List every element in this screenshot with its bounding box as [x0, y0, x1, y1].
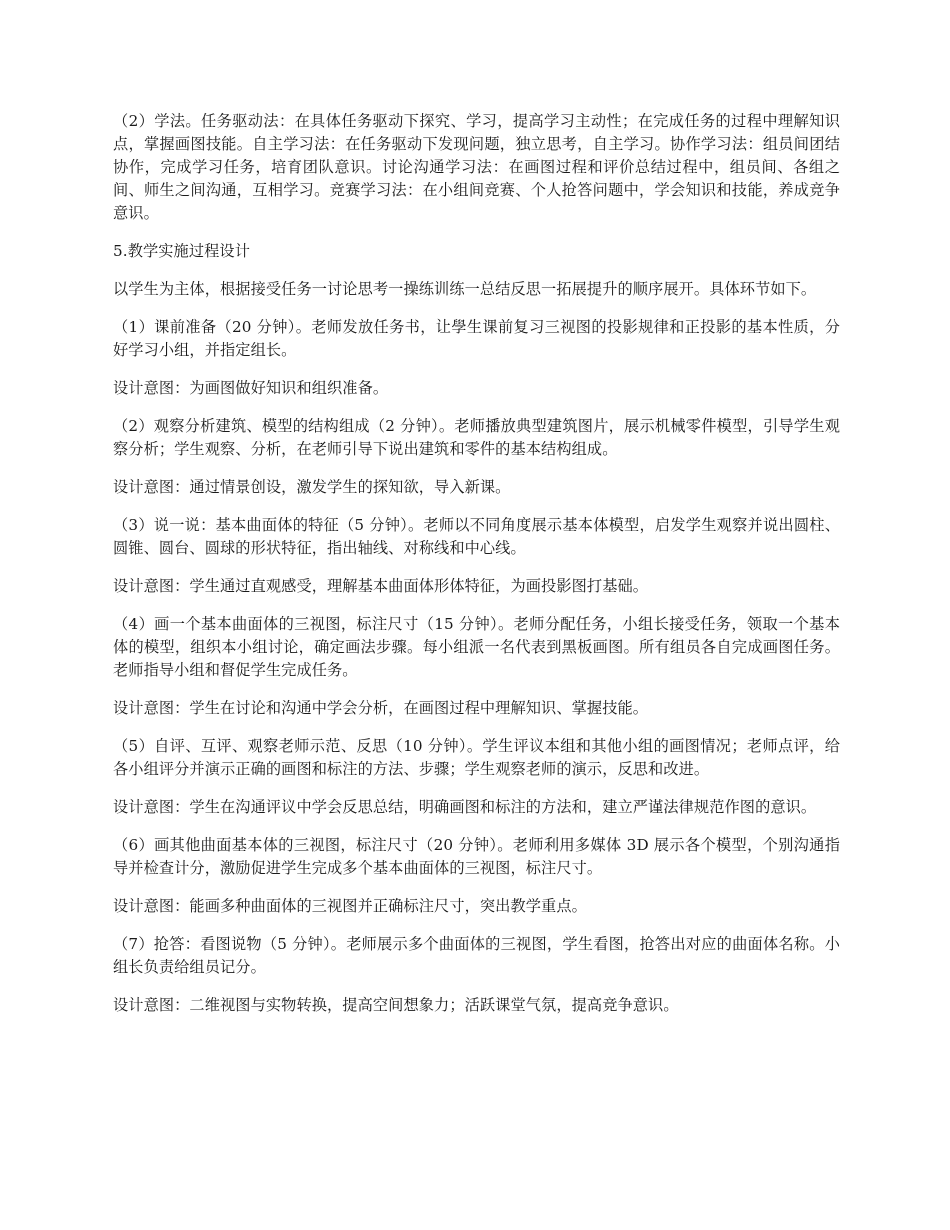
paragraph-step-7: （7）抢答：看图说物（5 分钟）。老师展示多个曲面体的三视图，学生看图，抢答出对应的曲面体名称。小组长负责给组员记分。 — [113, 935, 840, 976]
paragraph-step-3: （3）说一说：基本曲面体的特征（5 分钟）。老师以不同角度展示基本体模型，启发学生观察并说出圆柱、圆锥、圆台、圆球的形状特征，指出轴线、对称线和中心线。 — [113, 516, 840, 557]
paragraph-intent-3: 设计意图：学生通过直观感受，理解基本曲面体形体特征，为画投影图打基础。 — [113, 577, 649, 595]
paragraph-intent-6: 设计意图：能画多种曲面体的三视图并正确标注尺寸，突出教学重点。 — [113, 897, 587, 915]
paragraph-intent-2: 设计意图：通过情景创设，激发学生的探知欲，导入新课。 — [113, 478, 511, 496]
section-heading-teaching-process: 5.教学实施过程设计 — [113, 242, 250, 260]
paragraph-intent-7: 设计意图：二维视图与实物转换，提高空间想象力；活跃课堂气氛，提高竞争意识。 — [113, 996, 679, 1014]
document-body — [113, 110, 840, 1032]
paragraph-intent-5: 设计意图：学生在沟通评议中学会反思总结，明确画图和标注的方法和，建立严谨法律规范作图的意识。 — [113, 798, 817, 816]
paragraph-step-2: （2）观察分析建筑、模型的结构组成（2 分钟）。老师播放典型建筑图片，展示机械零件模型，引导学生观察分析；学生观察、分析，在老师引导下说出建筑和零件的基本结构组成。 — [113, 417, 840, 458]
paragraph-step-6: （6）画其他曲面基本体的三视图，标注尺寸（20 分钟）。老师利用多媒体 3D 展示各个模型，个别沟通指导并检查计分，激励促进学生完成多个基本曲面体的三视图，标注尺寸。 — [113, 836, 840, 877]
paragraph-step-4: （4）画一个基本曲面体的三视图，标注尺寸（15 分钟）。老师分配任务，小组长接受任务，领取一个基本体的模型，组织本小组讨论，确定画法步骤。每小组派一名代表到黑板画图。所有组员各自完成画图任务。老师指导小组和督促学生完成任务。 — [113, 615, 840, 679]
paragraph-intent-1: 设计意图：为画图做好知识和组织准备。 — [113, 379, 389, 397]
paragraph-process-intro: 以学生为主体，根据接受任务一讨论思考一操练训练一总结反思一拓展提升的顺序展开。具体环节如下。 — [113, 280, 817, 298]
paragraph-intent-4: 设计意图：学生在讨论和沟通中学会分析，在画图过程中理解知识、掌握技能。 — [113, 699, 649, 717]
paragraph-step-5: （5）自评、互评、观察老师示范、反思（10 分钟）。学生评议本组和其他小组的画图情况；老师点评，给各小组评分并演示正确的画图和标注的方法、步骤；学生观察老师的演示，反思和改进。 — [113, 737, 840, 778]
paragraph-step-1: （1）课前准备（20 分钟）。老师发放任务书，让學生课前复习三视图的投影规律和正投影的基本性质，分好学习小组，并指定组长。 — [113, 318, 840, 359]
paragraph-study-methods: （2）学法。任务驱动法：在具体任务驱动下探究、学习，提高学习主动性；在完成任务的过程中理解知识点，掌握画图技能。自主学习法：在任务驱动下发现问题，独立思考，自主学习。协作学习法：组员间团结协作，完成学习任务，培育团队意识。讨论沟通学习法：在画图过程和评价总结过程中，组员间、各组之间、师生之间沟通，互相学习。竞赛学习法：在小组间竞赛、个人抢答问题中，学会知识和技能，养成竞争意识。 — [113, 112, 840, 222]
